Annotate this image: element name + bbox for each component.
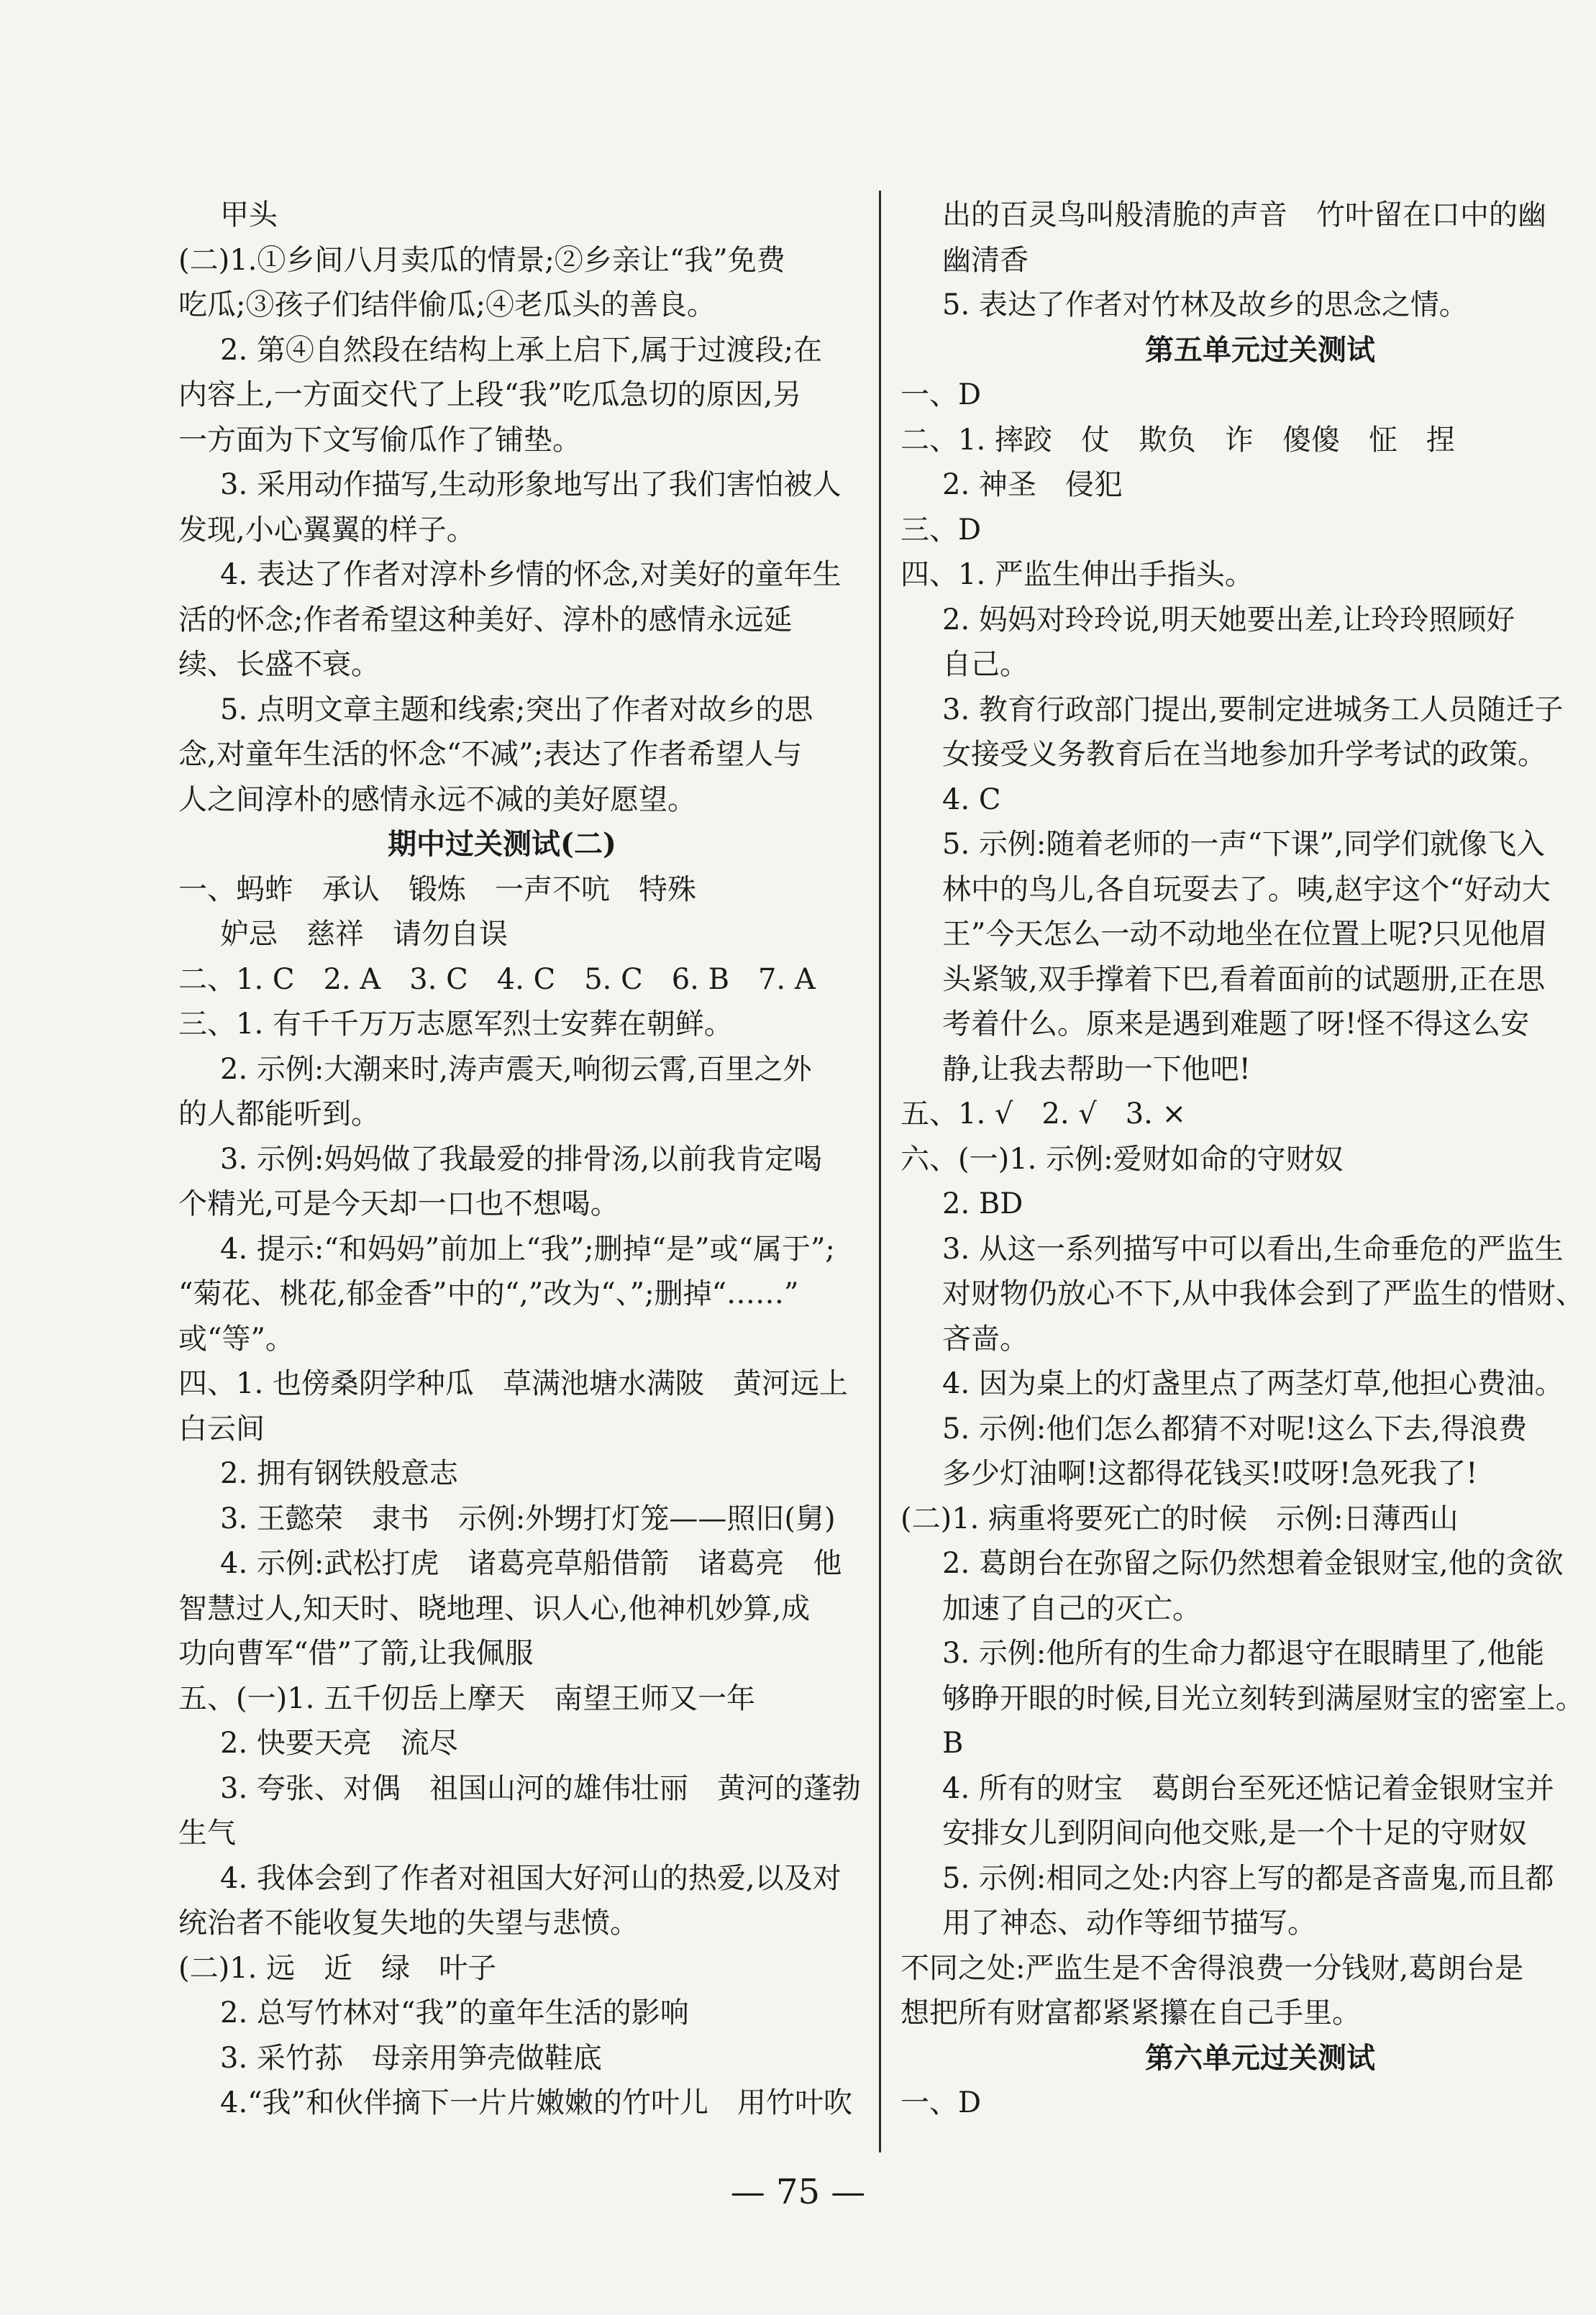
answer-line: 3. 采竹荪 母亲用笋壳做鞋底 xyxy=(220,2041,602,2075)
answer-line: 3. 示例:妈妈做了我最爱的排骨汤,以前我肯定喝 xyxy=(220,1142,823,1176)
answer-line: 一方面为下文写偷瓜作了铺垫。 xyxy=(178,423,581,457)
answer-line: 3. 夸张、对偶 祖国山河的雄伟壮丽 黄河的蓬勃 xyxy=(220,1771,861,1805)
section-heading: 第六单元过关测试 xyxy=(1145,2040,1375,2075)
answer-line: 一、蚂蚱 承认 锻炼 一声不吭 特殊 xyxy=(178,872,696,906)
answer-line: (二)1. 远 近 绿 叶子 xyxy=(178,1951,497,1985)
answer-line: 3. 采用动作描写,生动形象地写出了我们害怕被人 xyxy=(220,468,842,501)
answer-line: 考着什么。原来是遇到难题了呀!怪不得这么安 xyxy=(942,1008,1530,1041)
answer-line: 一、D xyxy=(900,378,982,411)
answer-line: 2. 示例:大潮来时,涛声震天,响彻云霄,百里之外 xyxy=(220,1052,812,1086)
column-divider xyxy=(879,191,881,2152)
answer-line: (二)1.①乡间八月卖瓜的情景;②乡亲让“我”免费 xyxy=(178,243,785,277)
answer-line: 生气 xyxy=(178,1817,236,1850)
answer-line: 四、1. 严监生伸出手指头。 xyxy=(900,558,1254,591)
answer-line: 2. 总写竹林对“我”的童年生活的影响 xyxy=(220,1996,689,2029)
answer-line: 二、1. C 2. A 3. C 4. C 5. C 6. B 7. A xyxy=(178,962,816,996)
answer-line: 智慧过人,知天时、晓地理、识人心,他神机妙算,成 xyxy=(178,1592,811,1625)
answer-line: 加速了自己的灭亡。 xyxy=(942,1592,1201,1625)
answer-line: 静,让我去帮助一下他吧! xyxy=(942,1052,1251,1086)
answer-line: 3. 示例:他所有的生命力都退守在眼睛里了,他能 xyxy=(942,1637,1545,1670)
answer-line: 头紧皱,双手撑着下巴,看着面前的试题册,正在思 xyxy=(942,962,1546,996)
answer-line: 的人都能听到。 xyxy=(178,1097,380,1131)
answer-line: 念,对童年生活的怀念“不减”;表达了作者希望人与 xyxy=(178,738,803,771)
answer-line: 不同之处:严监生是不舍得浪费一分钱财,葛朗台是 xyxy=(900,1951,1524,1985)
answer-line: 2. 神圣 侵犯 xyxy=(942,468,1123,501)
answer-line: 白云间 xyxy=(178,1412,265,1446)
answer-line: 2. 拥有钢铁般意志 xyxy=(220,1457,458,1490)
answer-line: 安排女儿到阴间向他交账,是一个十足的守财奴 xyxy=(942,1817,1527,1850)
answer-line: 4.“我”和伙伴摘下一片片嫩嫩的竹叶儿 用竹叶吹 xyxy=(220,2086,853,2119)
left-column xyxy=(178,193,862,2126)
answer-line: 或“等”。 xyxy=(178,1322,294,1356)
answer-line: 多少灯油啊!这都得花钱买!哎呀!急死我了! xyxy=(942,1457,1478,1490)
answer-line: 3. 从这一系列描写中可以看出,生命垂危的严监生 xyxy=(942,1232,1564,1266)
answer-line: 吝啬。 xyxy=(942,1322,1029,1356)
answer-line: 幽清香 xyxy=(942,243,1029,277)
answer-line: 人之间淳朴的感情永远不减的美好愿望。 xyxy=(178,782,696,816)
answer-line: 吃瓜;③孩子们结伴偷瓜;④老瓜头的善良。 xyxy=(178,288,716,321)
answer-line: 够睁开眼的时候,目光立刻转到满屋财宝的密室上。 xyxy=(942,1681,1584,1715)
answer-line: 一、D xyxy=(900,2086,982,2119)
answer-line: 三、D xyxy=(900,513,982,547)
answer-line: 个精光,可是今天却一口也不想喝。 xyxy=(178,1187,619,1220)
answer-line: 5. 点明文章主题和线索;突出了作者对故乡的思 xyxy=(220,693,813,726)
answer-line: 林中的鸟儿,各自玩耍去了。咦,赵宇这个“好动大 xyxy=(942,872,1551,906)
answer-line: 5. 表达了作者对竹林及故乡的思念之情。 xyxy=(942,288,1468,321)
answer-line: 五、1. √ 2. √ 3. × xyxy=(900,1097,1187,1131)
answer-line: 用了神态、动作等细节描写。 xyxy=(942,1907,1316,1940)
section-heading: 第五单元过关测试 xyxy=(1145,332,1375,367)
answer-line: “菊花、桃花,郁金香”中的“,”改为“、”;删掉“……” xyxy=(178,1277,799,1310)
answer-line: 2. 快要天亮 流尽 xyxy=(220,1727,458,1760)
answer-line: 妒忌 慈祥 请勿自误 xyxy=(220,918,508,951)
answer-line: 内容上,一方面交代了上段“我”吃瓜急切的原因,另 xyxy=(178,378,802,411)
answer-line: 五、(一)1. 五千仞岳上摩天 南望王师又一年 xyxy=(178,1681,756,1715)
answer-line: 统治者不能收复失地的失望与悲愤。 xyxy=(178,1907,639,1940)
answer-line: 发现,小心翼翼的样子。 xyxy=(178,513,475,547)
answer-line: 4. 表达了作者对淳朴乡情的怀念,对美好的童年生 xyxy=(220,558,842,591)
answer-line: 4. 所有的财宝 葛朗台至死还惦记着金银财宝并 xyxy=(942,1771,1554,1805)
answer-line: (二)1. 病重将要死亡的时候 示例:日薄西山 xyxy=(900,1502,1459,1535)
answer-line: 甲头 xyxy=(220,198,278,232)
answer-line: 3. 教育行政部门提出,要制定进城务工人员随迁子 xyxy=(942,693,1564,726)
answer-line: 续、长盛不衰。 xyxy=(178,648,380,681)
answer-line: 2. BD xyxy=(942,1187,1023,1220)
answer-line: 对财物仍放心不下,从中我体会到了严监生的惜财、 xyxy=(942,1277,1584,1310)
answer-line: 4. 示例:武松打虎 诸葛亮草船借箭 诸葛亮 他 xyxy=(220,1547,842,1580)
answer-line: B xyxy=(942,1727,964,1760)
right-column xyxy=(900,193,1596,2126)
answer-line: 想把所有财富都紧紧攥在自己手里。 xyxy=(900,1996,1361,2029)
answer-line: 3. 王懿荣 隶书 示例:外甥打灯笼——照旧(舅) xyxy=(220,1502,836,1535)
section-heading: 期中过关测试(二) xyxy=(388,827,616,861)
answer-line: 王”今天怎么一动不动地坐在位置上呢?只见他眉 xyxy=(942,918,1548,951)
answer-line: 2. 妈妈对玲玲说,明天她要出差,让玲玲照顾好 xyxy=(942,603,1515,636)
answer-line: 4. C xyxy=(942,782,1001,816)
page-number: — 75 — xyxy=(730,2172,866,2212)
answer-line: 出的百灵鸟叫般清脆的声音 竹叶留在口中的幽 xyxy=(942,198,1546,232)
answer-line: 二、1. 摔跤 仗 欺负 诈 傻傻 怔 捏 xyxy=(900,423,1455,457)
answer-line: 功向曹军“借”了箭,让我佩服 xyxy=(178,1637,534,1670)
answer-line: 4. 因为桌上的灯盏里点了两茎灯草,他担心费油。 xyxy=(942,1367,1564,1400)
answer-line: 自己。 xyxy=(942,648,1029,681)
answer-line: 4. 提示:“和妈妈”前加上“我”;删掉“是”或“属于”; xyxy=(220,1232,835,1266)
answer-line: 三、1. 有千千万万志愿军烈士安葬在朝鲜。 xyxy=(178,1008,733,1041)
answer-line: 2. 葛朗台在弥留之际仍然想着金银财宝,他的贪欲 xyxy=(942,1547,1564,1580)
answer-line: 4. 我体会到了作者对祖国大好河山的热爱,以及对 xyxy=(220,1861,842,1895)
answer-line: 活的怀念;作者希望这种美好、淳朴的感情永远延 xyxy=(178,603,793,636)
answer-line: 女接受义务教育后在当地参加升学考试的政策。 xyxy=(942,738,1546,771)
answer-line: 5. 示例:相同之处:内容上写的都是吝啬鬼,而且都 xyxy=(942,1861,1554,1895)
answer-line: 5. 示例:他们怎么都猜不对呢!这么下去,得浪费 xyxy=(942,1412,1528,1446)
answer-line: 六、(一)1. 示例:爱财如命的守财奴 xyxy=(900,1142,1344,1176)
answer-line: 2. 第④自然段在结构上承上启下,属于过渡段;在 xyxy=(220,333,823,367)
answer-line: 四、1. 也傍桑阴学种瓜 草满池塘水满陂 黄河远上 xyxy=(178,1367,848,1400)
answer-line: 5. 示例:随着老师的一声“下课”,同学们就像飞入 xyxy=(942,828,1545,861)
